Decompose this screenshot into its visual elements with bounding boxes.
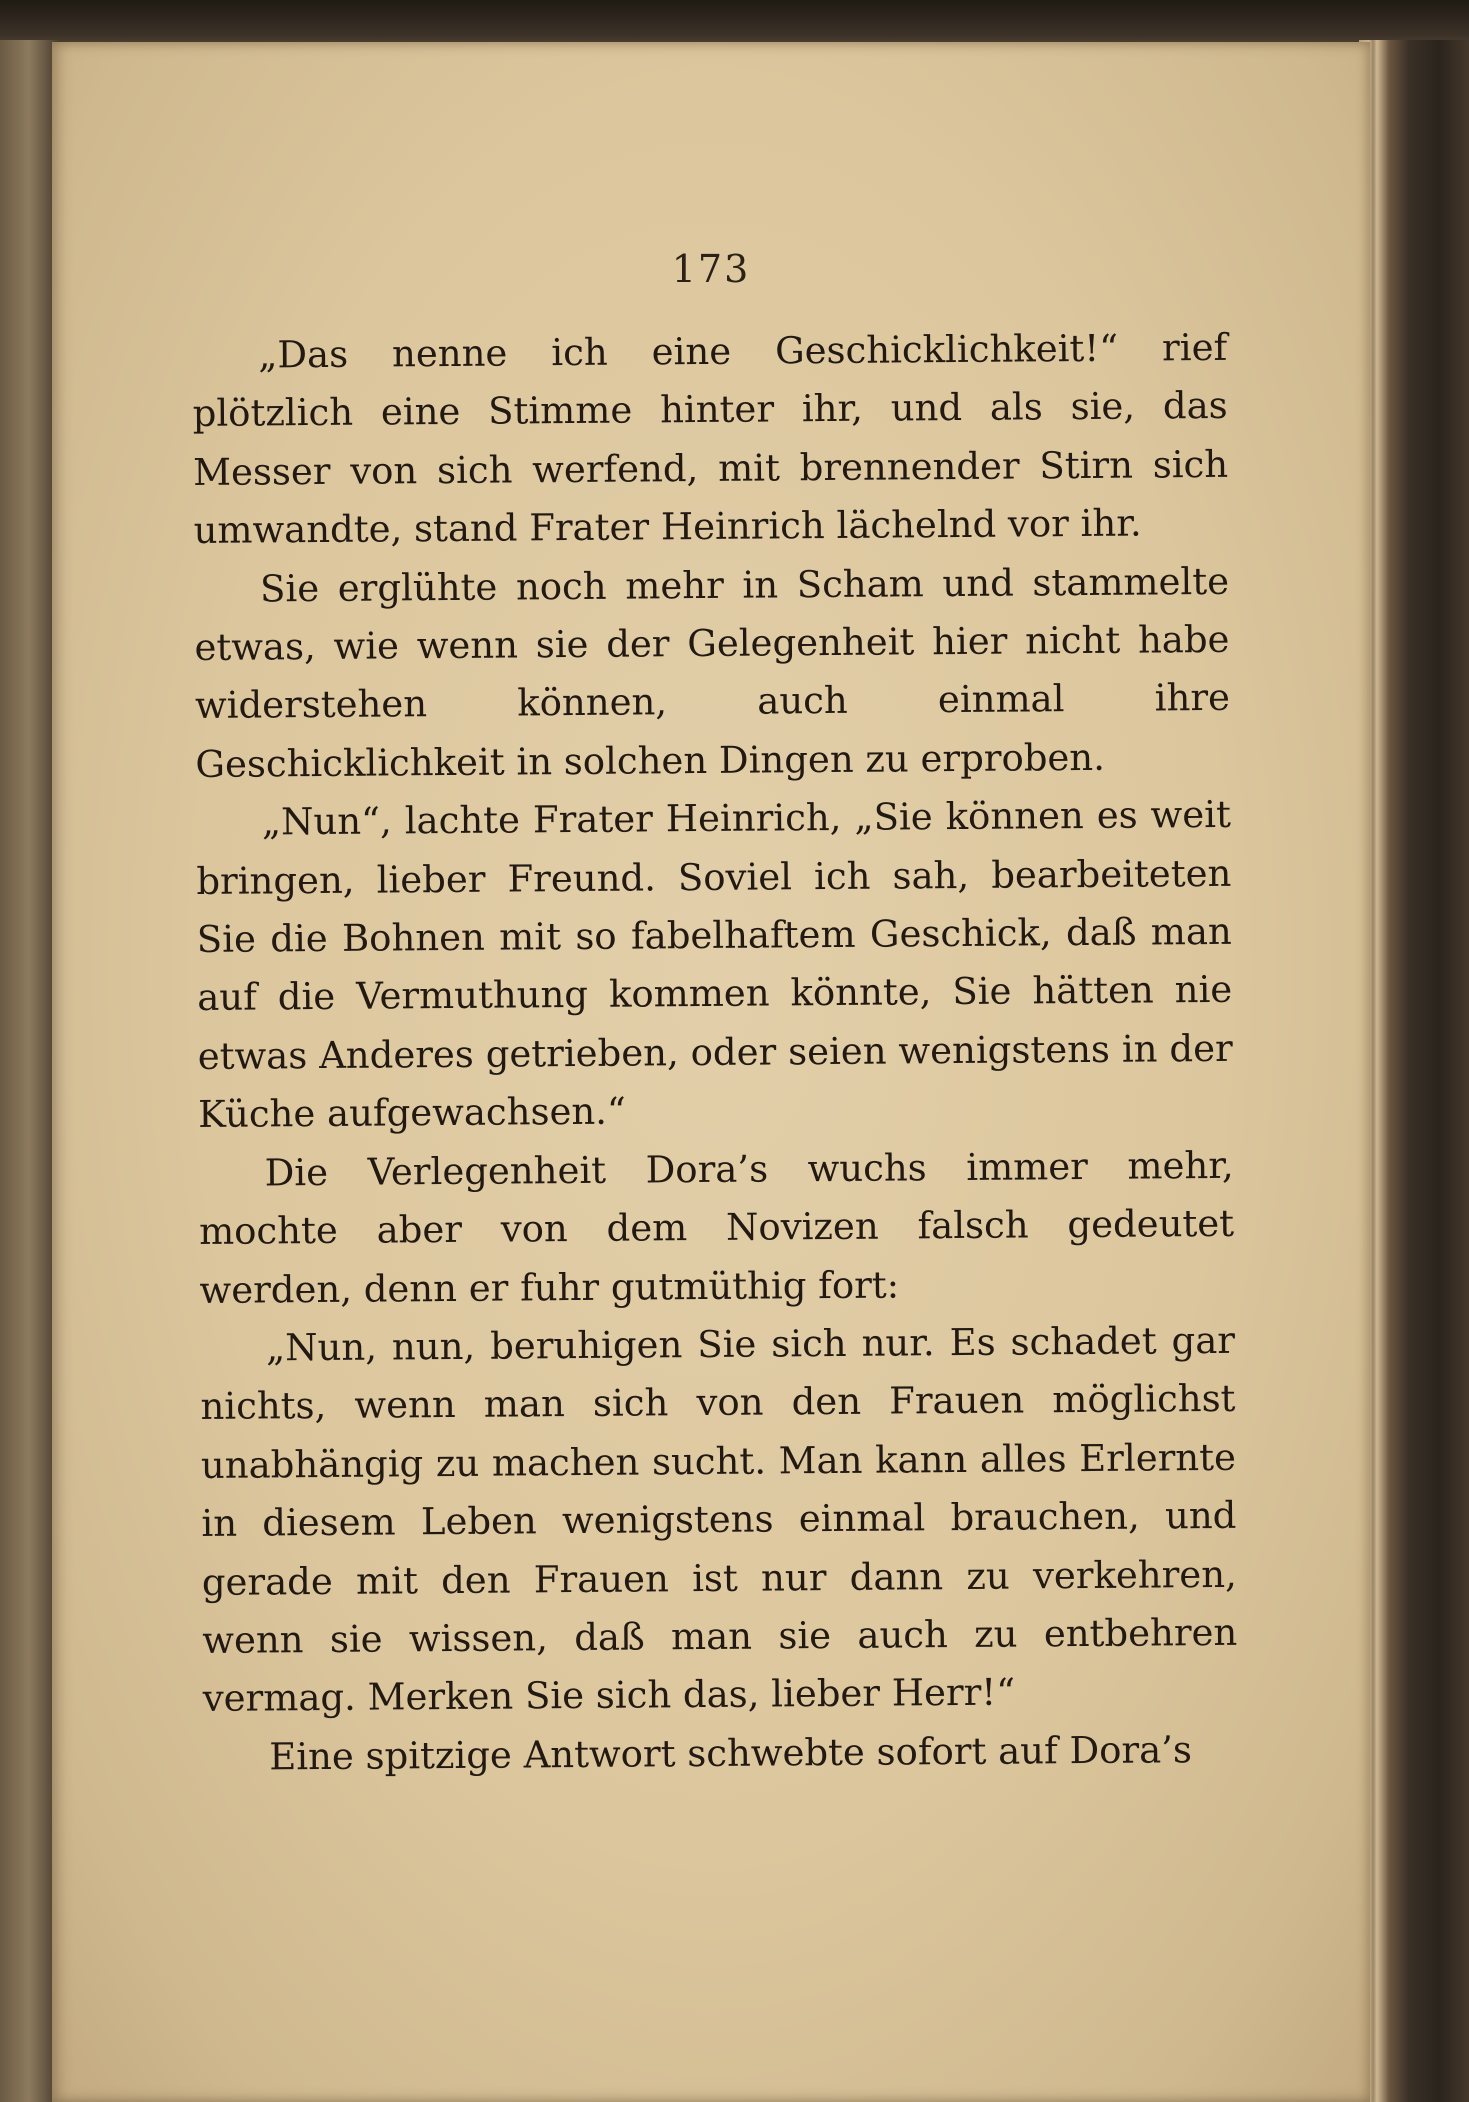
paragraph-4: Die Verlegenheit Dora’s wuchs immer mehr, mochte aber von dem Novizen falsch gedeutet werden, denn er fuhr gutmüthig fort: xyxy=(198,1143,1235,1312)
paragraph-6: Eine spitzige Antwort schwebte sofort auf Dora’s xyxy=(269,1727,1193,1779)
paragraph-5: „Nun, nun, beruhigen Sie sich nur. Es schadet gar nichts, wenn man sich von den Frauen möglichst unabhängig zu machen sucht. Man kann alles Erlernte in diesem Leben wenigstens einmal brauchen, und gerade mit den Frauen ist nur dann zu verkehren, wenn sie wissen, daß man sie auch zu entbehren vermag. Merken Sie sich das, lieber Herr!“ xyxy=(200,1318,1238,1721)
page-edges-and-cover xyxy=(1359,40,1469,2102)
paragraph-2: Sie erglühte noch mehr in Scham und stammelte etwas, wie wenn sie der Gelegenheit hier nicht habe widerstehen können, auch einmal ihre Geschicklichkeit in solchen Dingen zu erproben. xyxy=(194,559,1231,786)
page-number: 173 xyxy=(671,247,751,291)
paragraph-3: „Nun“, lachte Frater Heinrich, „Sie können es weit bringen, lieber Freund. Soviel ich sah, bearbeiteten Sie die Bohnen mit so fabelhaftem Geschick, daß man auf die Vermuthung kommen könnte, Sie hätten nie etwas Anderes getrieben, oder seien wenigstens in der Küche aufgewachsen.“ xyxy=(196,793,1233,1137)
paragraph-1: „Das nenne ich eine Geschicklichkeit!“ rief plötzlich eine Stimme hinter ihr, und als sie, das Messer von sich werfend, mit brennender Stirn sich umwandte, stand Frater Heinrich lächelnd vor ihr. xyxy=(192,325,1229,553)
left-page-gutter xyxy=(0,40,58,2102)
book-page xyxy=(52,42,1370,2102)
body-text xyxy=(192,319,1238,1787)
